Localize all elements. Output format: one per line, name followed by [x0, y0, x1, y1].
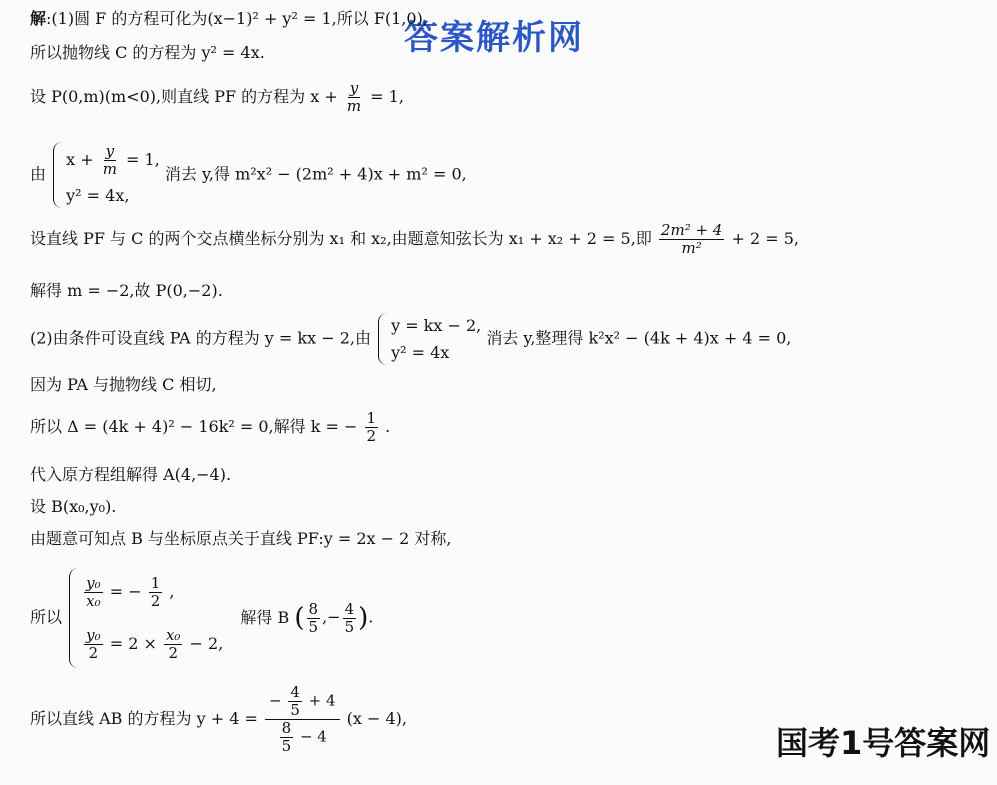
- fraction-8-over-5: [307, 601, 321, 636]
- frac-num: 4: [344, 599, 355, 618]
- solution-line-12: 由题意可知点 B 与坐标原点关于直线 PF:y = 2x − 2 对称,: [30, 529, 452, 548]
- fraction-slope: [265, 684, 340, 755]
- frac-den: 5: [290, 701, 300, 719]
- line-1-text: :(1)圆 F 的方程可化为(x−1)² + y² = 1,所以 F(1,0),: [46, 9, 428, 28]
- fraction-one-half: [149, 575, 163, 610]
- line-9-text-a: 所以 Δ = (4k + 4)² − 16k² = 0,解得 k = −: [30, 417, 358, 436]
- system-row-1: y = kx − 2,: [391, 315, 482, 335]
- system-row-1: [66, 143, 160, 178]
- fraction-y-over-m: [101, 143, 119, 178]
- paren-open: (: [294, 603, 305, 633]
- frac-num: 1: [366, 409, 377, 427]
- paren-close: ): [358, 603, 369, 633]
- row-text: = 2 ×: [109, 633, 157, 653]
- solution-line-4: [30, 140, 467, 210]
- fraction-y0-over-x0: [84, 575, 103, 610]
- solution-line-14: [30, 684, 407, 755]
- frac-den: 2: [366, 427, 377, 445]
- frac-num: y₀: [86, 573, 101, 592]
- frac-num: 8: [281, 719, 292, 737]
- frac-den: 2: [168, 643, 178, 662]
- left-brace: [69, 568, 78, 668]
- fraction-4-over-5: [288, 684, 302, 719]
- coord-sep: ,−: [322, 607, 341, 627]
- solution-line-2: 所以抛物线 C 的方程为 y² = 4x.: [30, 43, 265, 62]
- solution-line-6: 解得 m = −2,故 P(0,−2).: [30, 281, 223, 300]
- slope-numerator: [265, 684, 340, 720]
- system-row-1: [82, 575, 223, 610]
- watermark-bottom: 国考1号答案网: [776, 724, 991, 762]
- solution-line-10: 代入原方程组解得 A(4,−4).: [30, 465, 232, 484]
- left-brace: [378, 313, 387, 365]
- line-14-text-a: 所以直线 AB 的方程为 y + 4 =: [30, 709, 258, 728]
- line-13-prefix: 所以: [30, 607, 63, 627]
- line-7-text-b: 消去 y,整理得 k²x² − (4k + 4)x + 4 = 0,: [486, 328, 792, 348]
- frac-den: 2: [88, 643, 99, 662]
- minus-four: − 4: [299, 727, 327, 746]
- solution-line-3: [30, 80, 404, 115]
- line-9-text-b: .: [385, 417, 391, 436]
- frac-num: 4: [290, 683, 300, 701]
- line-4-post: 消去 y,得 m²x² − (2m² + 4)x + m² = 0,: [164, 164, 467, 184]
- row-text: = −: [109, 581, 142, 601]
- solution-line-11: 设 B(x₀,y₀).: [30, 497, 117, 516]
- equation-system-3: [67, 566, 223, 670]
- period: .: [368, 607, 374, 627]
- frac-num: x₀: [165, 625, 181, 644]
- line-4-prefix: 由: [30, 164, 47, 184]
- left-brace: [53, 142, 62, 208]
- line-14-text-b: (x − 4),: [346, 709, 407, 728]
- fraction-x0-over-2: [164, 627, 182, 662]
- system-row-2: y² = 4x,: [66, 185, 130, 205]
- slope-denominator: [274, 720, 331, 755]
- line-5-text-a: 设直线 PF 与 C 的两个交点横坐标分别为 x₁ 和 x₂,由题意知弦长为 x₁ + x₂ + 2 = 5,即: [30, 229, 652, 248]
- minus-sign: −: [268, 691, 282, 710]
- frac-num: 8: [308, 599, 319, 618]
- row-text: x +: [66, 150, 94, 170]
- equation-system-2: [376, 312, 481, 366]
- fraction-y-over-m: [345, 80, 363, 115]
- fraction-8-over-5: [280, 720, 294, 755]
- plus-four: + 4: [308, 691, 336, 710]
- line-3-text-b: = 1,: [370, 87, 404, 106]
- frac-den: 5: [344, 617, 355, 636]
- frac-num: y: [105, 142, 115, 161]
- row-text: − 2,: [189, 633, 224, 653]
- row-text: = 1,: [126, 150, 160, 170]
- fraction-one-half: [365, 410, 379, 445]
- fraction-y0-over-2: [84, 627, 103, 662]
- frac-den: 5: [308, 617, 319, 636]
- frac-den: 2: [150, 591, 161, 610]
- system-row-2: [82, 627, 223, 662]
- line-3-text-a: 设 P(0,m)(m<0),则直线 PF 的方程为 x +: [30, 87, 338, 106]
- frac-den: m: [102, 160, 117, 179]
- system-row-2: y² = 4x: [391, 342, 450, 362]
- row-text: ,: [169, 581, 175, 601]
- frac-den: 5: [281, 737, 292, 755]
- solution-line-13: [30, 566, 373, 670]
- equation-system-1: [51, 140, 160, 210]
- line-5-text-b: + 2 = 5,: [731, 229, 799, 248]
- fraction-4-over-5: [343, 601, 357, 636]
- solution-line-8: 因为 PA 与抛物线 C 相切,: [30, 375, 217, 394]
- solution-line-7: [30, 312, 791, 366]
- frac-num: 2m² + 4: [660, 221, 723, 239]
- solution-line-9: [30, 410, 390, 445]
- solution-line-5: [30, 222, 799, 257]
- frac-num: y: [349, 79, 359, 97]
- solution-label: 解: [30, 9, 47, 28]
- frac-num: 1: [150, 573, 161, 592]
- frac-num: y₀: [86, 625, 101, 644]
- fraction-chord: [659, 222, 724, 257]
- line-7-text-a: (2)由条件可设直线 PA 的方程为 y = kx − 2,由: [30, 328, 371, 348]
- frac-den: m²: [681, 239, 702, 257]
- frac-den: m: [346, 97, 362, 115]
- frac-den: x₀: [86, 591, 101, 610]
- watermark-top: 答案解析网: [404, 18, 584, 58]
- line-13-post: 解得 B: [240, 607, 290, 627]
- solution-line-1: [30, 8, 428, 30]
